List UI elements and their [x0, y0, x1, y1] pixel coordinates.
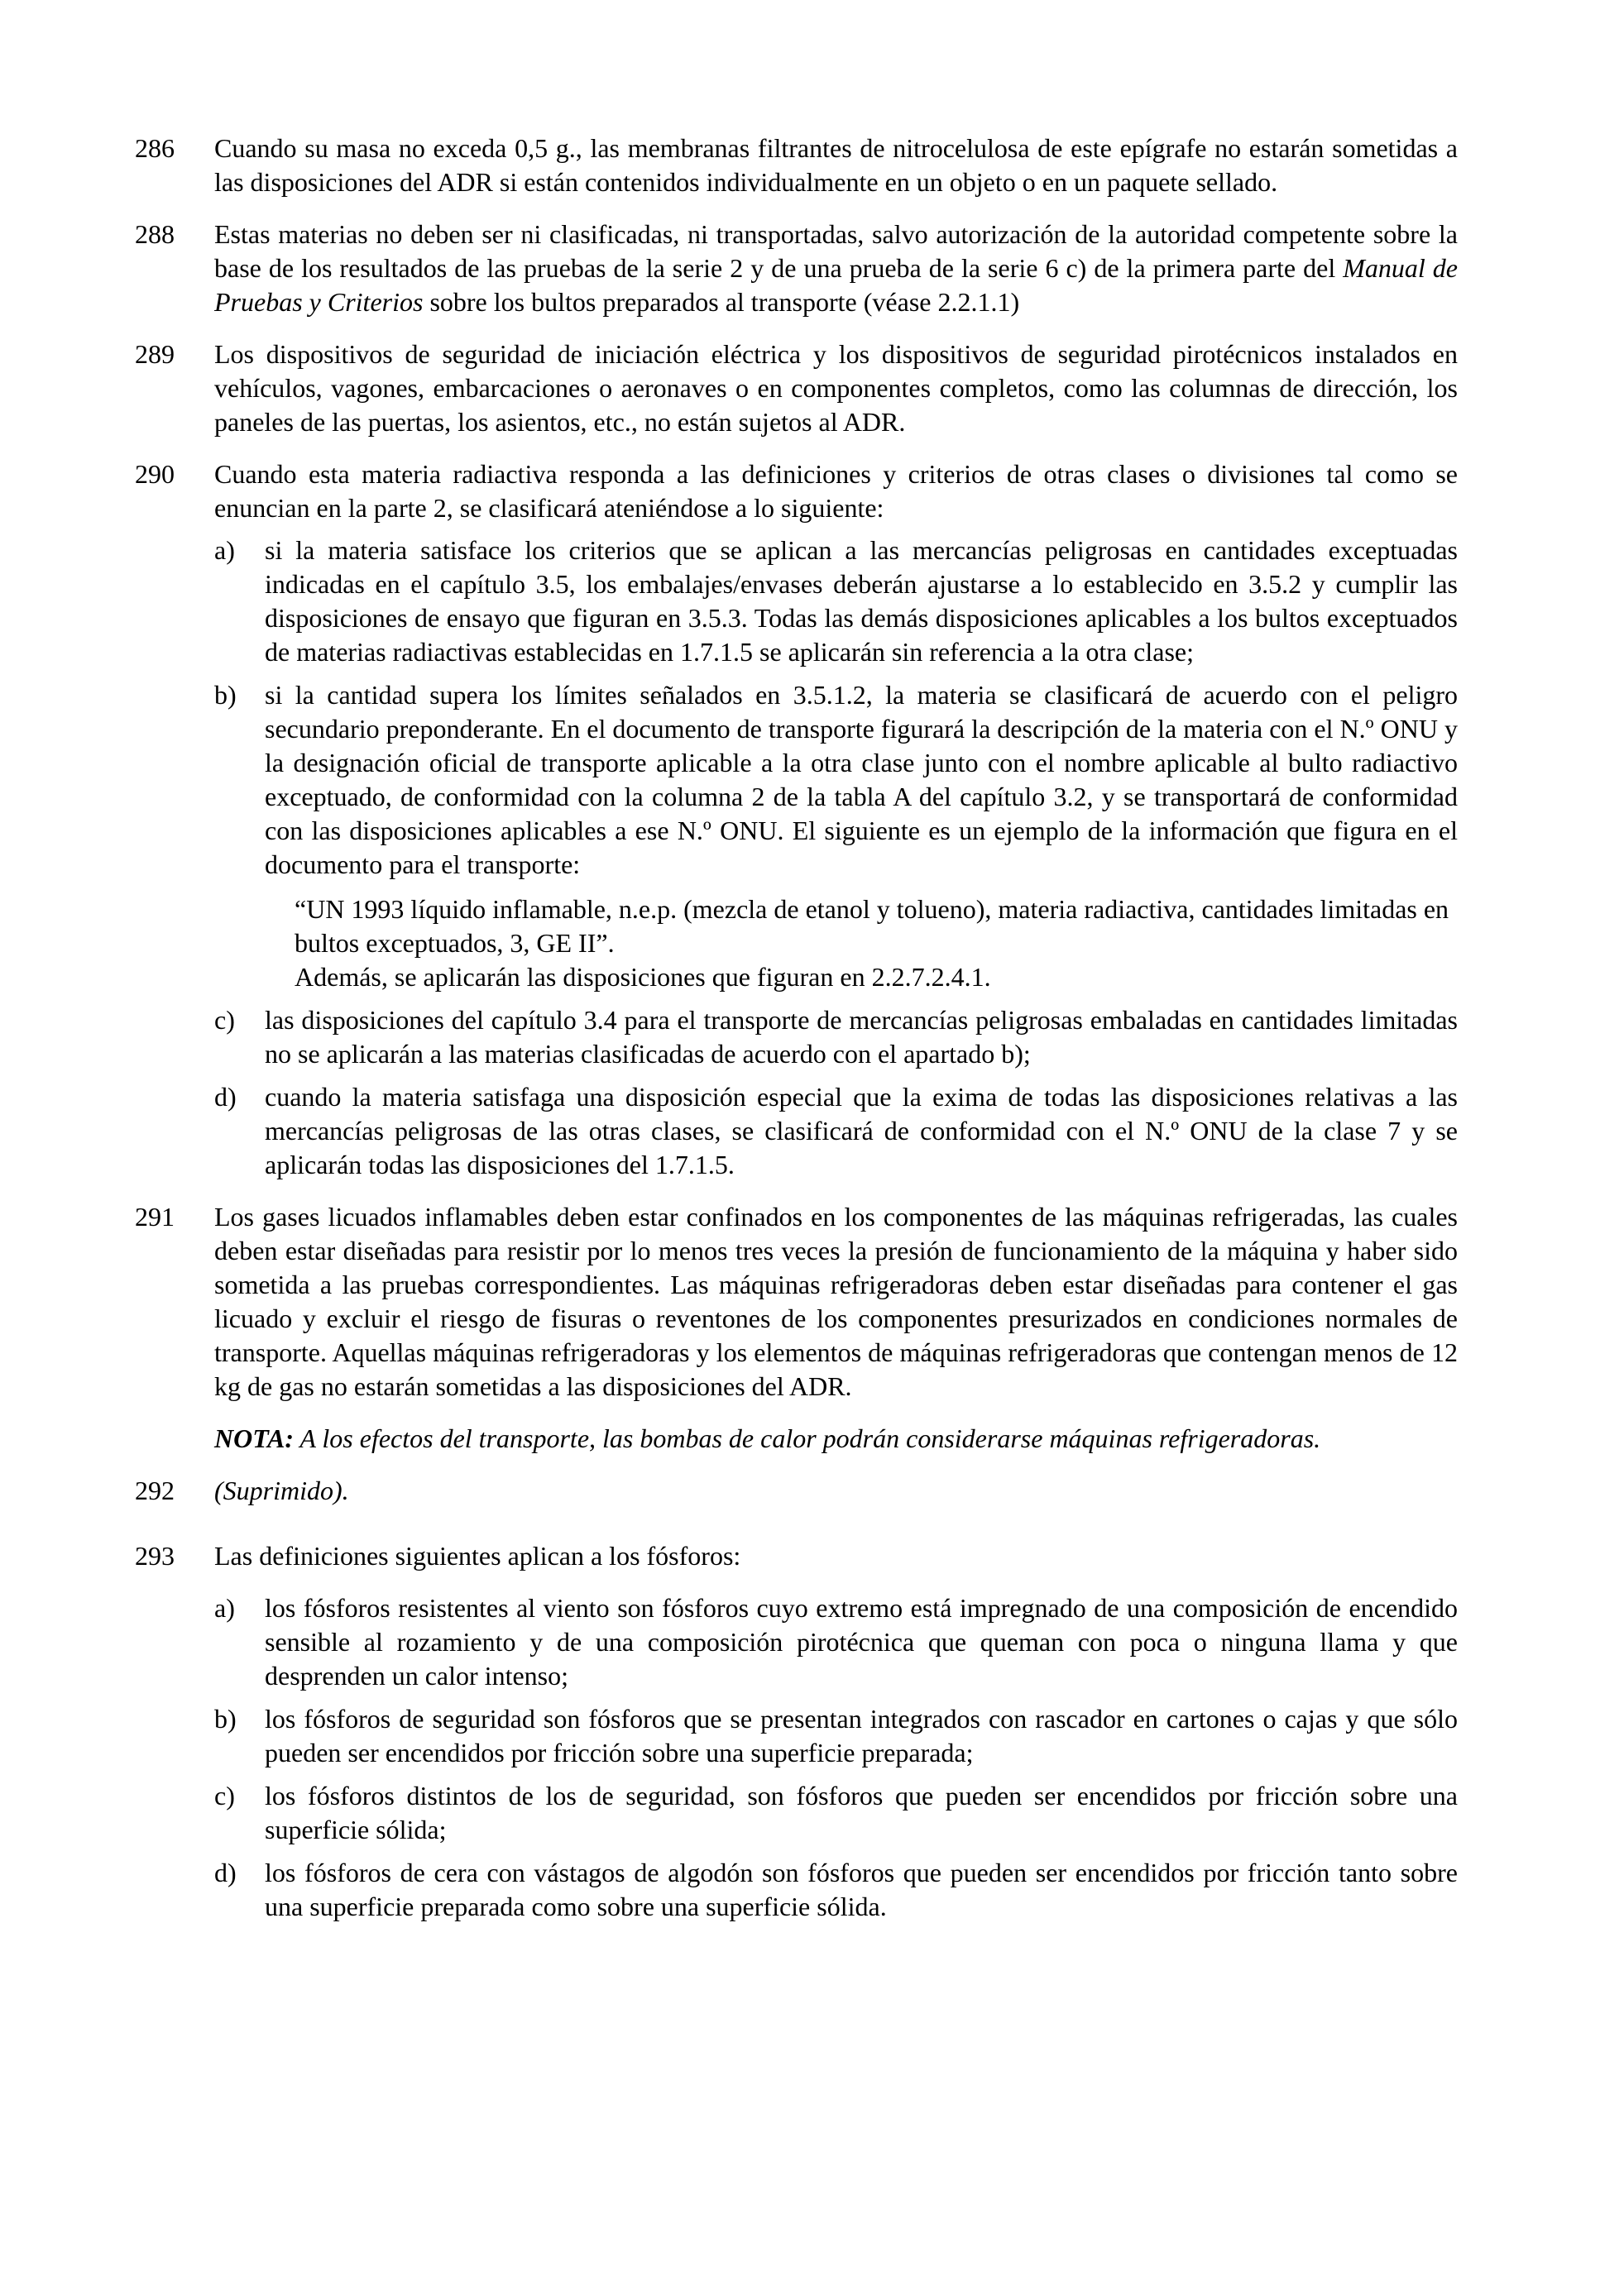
provision-292 [0, 1474, 1624, 1508]
provision-290 [0, 457, 1624, 1182]
provision-number: 289 [135, 339, 175, 369]
provision-288 [0, 218, 1624, 319]
item-letter: b) [214, 1704, 237, 1734]
provision-body [214, 457, 1458, 1182]
provision-body [214, 1539, 1458, 1924]
provision-body [214, 337, 1458, 439]
list-item [214, 1003, 1458, 1071]
provision-text [214, 218, 1458, 319]
provision-number: 293 [135, 1541, 175, 1571]
item-letter: d) [214, 1858, 237, 1887]
item-text: los fósforos de seguridad son fósforos que se presentan integrados con rascador en cartones o cajas y que sólo pueden ser encendidos por fricción sobre una superficie preparada; [265, 1704, 1458, 1767]
provision-293 [0, 1539, 1624, 1924]
provision-number: 291 [135, 1202, 175, 1232]
provision-291 [0, 1200, 1624, 1456]
item-text: cuando la materia satisfaga una disposición especial que la exima de todas las disposiciones relativas a las mercancías peligrosas de las otras clases, se clasificará de conformidad con el N.º ONU de la clase 7 y se aplicarán todas las disposiciones del 1.7.1.5. [265, 1082, 1458, 1179]
provision-list [214, 533, 1458, 1182]
provision-list [214, 1591, 1458, 1924]
provision-intro: Las definiciones siguientes aplican a los fósforos: [214, 1541, 741, 1571]
provision-number: 286 [135, 133, 175, 163]
item-text: las disposiciones del capítulo 3.4 para el transporte de mercancías peligrosas embaladas en cantidades limitadas no se aplicarán a las materias clasificadas de acuerdo con el apartado b); [265, 1005, 1458, 1069]
item-letter: b) [214, 680, 237, 710]
example-quote [295, 892, 1458, 994]
provision-number: 288 [135, 219, 175, 249]
quote-after: Además, se aplicarán las disposiciones que figuran en 2.2.7.2.4.1. [295, 962, 991, 992]
provision-text: Los dispositivos de seguridad de iniciación eléctrica y los dispositivos de seguridad pirotécnicos instalados en vehículos, vagones, embarcaciones o aeronaves o en componentes completos, como las columnas de dirección, los paneles de las puertas, los asientos, etc., no están sujetos al ADR. [214, 339, 1458, 437]
list-item [214, 678, 1458, 994]
provision-body [214, 1200, 1458, 1456]
list-item [214, 1080, 1458, 1182]
provision-intro: Cuando esta materia radiactiva responda a las definiciones y criterios de otras clases o divisiones tal como se enuncian en la parte 2, se clasificará ateniéndose a lo siguiente: [214, 459, 1458, 523]
item-letter: d) [214, 1082, 237, 1112]
list-item [214, 1591, 1458, 1693]
item-letter: a) [214, 535, 235, 565]
item-text: los fósforos distintos de los de seguridad, son fósforos que pueden ser encendidos por fricción sobre una superficie sólida; [265, 1781, 1458, 1844]
provision-body [214, 218, 1458, 319]
list-item [214, 1856, 1458, 1924]
quote-text: “UN 1993 líquido inflamable, n.e.p. (mezcla de etanol y tolueno), materia radiactiva, cantidades limitadas en bultos exceptuados, 3, GE II”. [295, 894, 1449, 958]
provision-text: (Suprimido). [214, 1476, 349, 1505]
note-text: A los efectos del transporte, las bombas de calor podrán considerarse máquinas refrigeradoras. [294, 1423, 1321, 1453]
item-letter: a) [214, 1593, 235, 1623]
list-item [214, 533, 1458, 669]
item-letter: c) [214, 1005, 235, 1035]
manual-title: Manual de Pruebas y Criterios [214, 253, 1459, 317]
item-text: los fósforos resistentes al viento son fósforos cuyo extremo está impregnado de una composición de encendido sensible al rozamiento y de una composición pirotécnica que queman con poca o ninguna llama y que desprenden un calor intenso; [265, 1593, 1458, 1691]
provision-text: Cuando su masa no exceda 0,5 g., las membranas filtrantes de nitrocelulosa de este epígrafe no estarán sometidas a las disposiciones del ADR si están contenidos individualmente en un objeto o en un paquete sellado. [214, 133, 1458, 197]
item-text: si la materia satisface los criterios que se aplican a las mercancías peligrosas en cantidades exceptuadas indicadas en el capítulo 3.5, los embalajes/envases deberán ajustarse a lo establecido en 3.5.2 y cumplir las disposiciones de ensayo que figuran en 3.5.3. Todas las demás disposiciones aplicables a los bultos exceptuados de materias radiactivas establecidas en 1.7.1.5 se aplicarán sin referencia a la otra clase; [265, 535, 1458, 667]
item-text: los fósforos de cera con vástagos de algodón son fósforos que pueden ser encendidos por fricción tanto sobre una superficie preparada como sobre una superficie sólida. [265, 1858, 1458, 1921]
note-label: NOTA: [214, 1423, 294, 1453]
provision-number: 292 [135, 1476, 175, 1505]
item-letter: c) [214, 1781, 235, 1810]
provision-note [214, 1422, 1458, 1456]
text-segment: Estas materias no deben ser ni clasificadas, ni transportadas, salvo autorización de la autoridad competente sobre la base de los resultados de las pruebas de la serie 2 y de una prueba de la serie 6 c) de la primera parte del [214, 219, 1458, 283]
provision-286 [0, 132, 1624, 199]
provision-text: Los gases licuados inflamables deben estar confinados en los componentes de las máquinas refrigeradas, las cuales deben estar diseñadas para resistir por lo menos tres veces la presión de funcionamiento de la máquina y haber sido sometida a las pruebas correspondientes. Las máquinas refrigeradoras deben estar diseñadas para contener el gas licuado y excluir el riesgo de fisuras o reventones de los componentes presurizados en condiciones normales de transporte. Aquellas máquinas refrigeradoras y los elementos de máquinas refrigeradoras que contengan menos de 12 kg de gas no estarán sometidas a las disposiciones del ADR. [214, 1202, 1458, 1401]
item-text: si la cantidad supera los límites señalados en 3.5.1.2, la materia se clasificará de acuerdo con el peligro secundario preponderante. En el documento de transporte figurará la descripción de la materia con el N.º ONU y la designación oficial de transporte aplicable a la otra clase junto con el nombre aplicable al bulto radiactivo exceptuado, de conformidad con la columna 2 de la tabla A del capítulo 3.2, y se transportará de conformidad con las disposiciones aplicables a ese N.º ONU. El siguiente es un ejemplo de la información que figura en el documento para el transporte: [265, 680, 1458, 879]
text-segment: sobre los bultos preparados al transporte (véase 2.2.1.1) [423, 287, 1020, 317]
list-item [214, 1779, 1458, 1847]
list-item [214, 1702, 1458, 1770]
provision-body [214, 1474, 1458, 1508]
provision-number: 290 [135, 459, 175, 489]
provision-body [214, 132, 1458, 199]
provision-289 [0, 337, 1624, 439]
